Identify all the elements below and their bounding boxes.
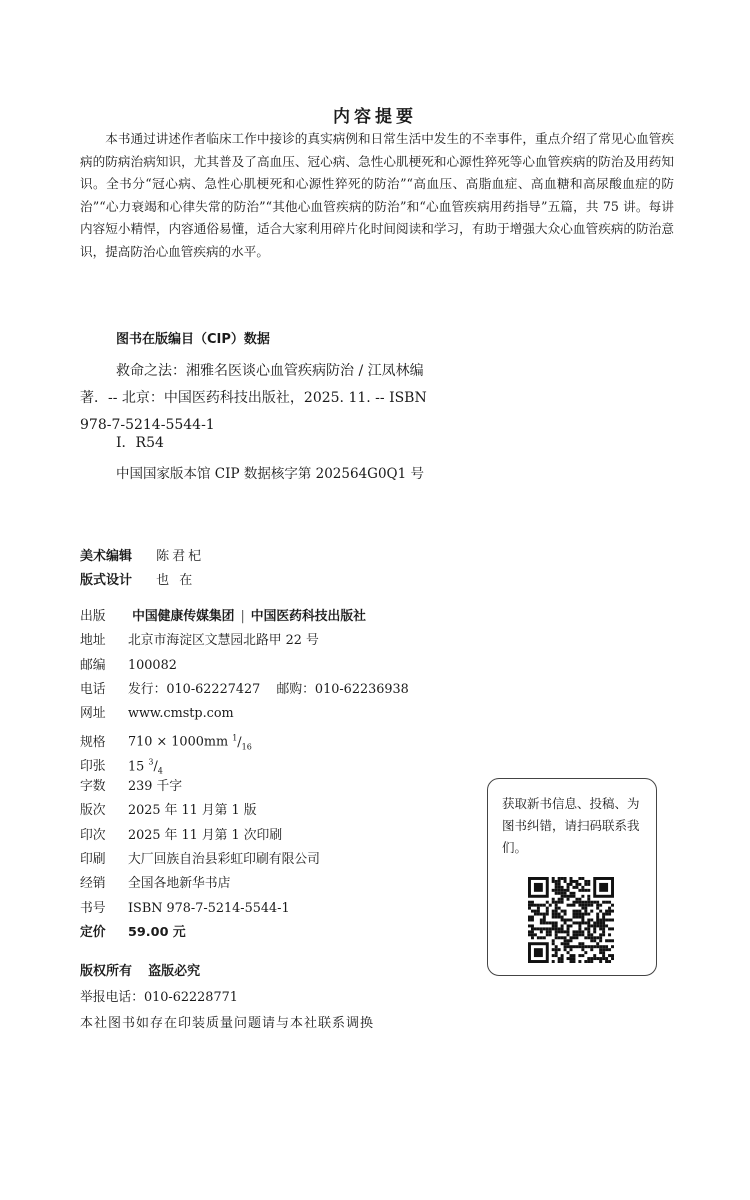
format-row xyxy=(80,726,409,750)
price-label: 定价 xyxy=(80,924,106,940)
sheets-row xyxy=(80,751,409,775)
publication-info xyxy=(80,605,409,945)
layout-designer-value: 也 在 xyxy=(156,573,196,588)
isbn-row xyxy=(80,897,409,921)
website-value: www.cmstp.com xyxy=(128,706,234,722)
publisher-press: 中国医药科技出版社 xyxy=(250,609,366,624)
cip-line-3: 978-7-5214-5544-1 xyxy=(80,417,215,433)
edition-value: 2025 年 11 月第 1 版 xyxy=(128,803,257,819)
format-value: 710 × 1000mm xyxy=(128,734,229,750)
printing-row xyxy=(80,824,409,848)
layout-designer-label: 版式设计 xyxy=(80,573,133,588)
cip-line-2: 著．-- 北京：中国医药科技出版社，2025. 11. -- ISBN xyxy=(80,390,427,406)
postcode-row xyxy=(80,654,409,678)
phone-value: 发行：010-62227427 邮购：010-62236938 xyxy=(128,681,409,697)
art-editor-label: 美术编辑 xyxy=(80,549,133,564)
summary-title: 内容提要 xyxy=(333,107,417,127)
art-editor-row xyxy=(80,545,204,569)
cip-record xyxy=(80,358,480,439)
quality-notice: 本社图书如存在印装质量问题请与本社联系调换 xyxy=(80,1016,375,1031)
price-value: 59.00 元 xyxy=(128,924,186,940)
address-value: 北京市海淀区文慧园北路甲 22 号 xyxy=(128,633,319,649)
address-label: 地址 xyxy=(80,633,106,649)
copyright-reserved: 版权所有 xyxy=(80,964,133,979)
printer-row xyxy=(80,848,409,872)
report-hotline: 举报电话：010-62228771 xyxy=(80,990,238,1005)
sheets-value: 15 xyxy=(128,759,145,775)
layout-designer-row xyxy=(80,569,204,593)
cip-record-number: 中国国家版本馆 CIP 数据核字第 202564G0Q1 号 xyxy=(116,466,424,482)
publisher-group: 中国健康传媒集团 xyxy=(132,609,235,624)
postcode-value: 100082 xyxy=(128,657,177,673)
phone-row xyxy=(80,678,409,702)
summary-text: 本书通过讲述作者临床工作中接诊的真实病例和日常生活中发生的不幸事件，重点介绍了常见心血管疾病的防病治病知识，尤其普及了高血压、冠心病、急性心肌梗死和心源性猝死等心血管疾病的防治及用药知识。全书分“冠心病、急性心肌梗死和心源性猝死的防治”“高血压、高脂血症、高血糖和高尿酸血症的防治”“心力衰竭和心律失常的防治”“其他心血管疾病的防治”和“心血管疾病用药指导”五篇，共 75 讲。每讲内容短小精悍，内容通俗易懂，适合大家利用碎片化时间阅读和学习，有助于增强大众心血管疾病的防治意识，提高防治心血管疾病的水平。 xyxy=(80,131,674,259)
qr-prompt-text: 获取新书信息、投稿、为图书纠错，请扫码联系我们。 xyxy=(502,796,640,855)
distributor-row xyxy=(80,872,409,896)
publisher-separator: | xyxy=(240,609,245,624)
words-row xyxy=(80,775,409,799)
isbn-value: ISBN 978-7-5214-5544-1 xyxy=(128,900,290,916)
edition-label: 版次 xyxy=(80,803,106,819)
cip-title: 图书在版编目（CIP）数据 xyxy=(116,332,270,347)
art-editor-value: 陈君杞 xyxy=(156,549,205,564)
words-value: 239 千字 xyxy=(128,779,183,795)
cip-line-1: 救命之法：湘雅名医谈心血管疾病防治 / 江凤林编 xyxy=(116,363,424,379)
distributor-value: 全国各地新华书店 xyxy=(128,876,231,892)
postcode-label: 邮编 xyxy=(80,657,106,673)
edition-row xyxy=(80,799,409,823)
publisher-row xyxy=(80,605,409,629)
website-label: 网址 xyxy=(80,706,106,722)
address-row xyxy=(80,629,409,653)
editor-credits xyxy=(80,545,204,593)
distributor-label: 经销 xyxy=(80,876,106,892)
qr-code-icon[interactable] xyxy=(528,877,614,963)
qr-contact-box xyxy=(487,778,657,976)
cip-classification: Ⅰ．R54 xyxy=(116,435,164,451)
isbn-label: 书号 xyxy=(80,900,106,916)
printing-value: 2025 年 11 月第 1 次印刷 xyxy=(128,827,283,843)
copyright-piracy: 盗版必究 xyxy=(148,964,201,979)
copyright-line xyxy=(80,960,200,979)
printing-label: 印次 xyxy=(80,827,106,843)
printer-label: 印刷 xyxy=(80,851,106,867)
price-row xyxy=(80,921,409,945)
printer-value: 大厂回族自治县彩虹印刷有限公司 xyxy=(128,851,320,867)
publisher-label: 出版 xyxy=(80,609,106,624)
website-row xyxy=(80,702,409,726)
sheets-fraction: $^3/_4$ xyxy=(148,757,163,776)
words-label: 字数 xyxy=(80,779,106,795)
sheets-label: 印张 xyxy=(80,759,106,775)
format-fraction: $^1/_{16}$ xyxy=(232,733,252,752)
format-label: 规格 xyxy=(80,734,106,750)
phone-label: 电话 xyxy=(80,681,106,697)
